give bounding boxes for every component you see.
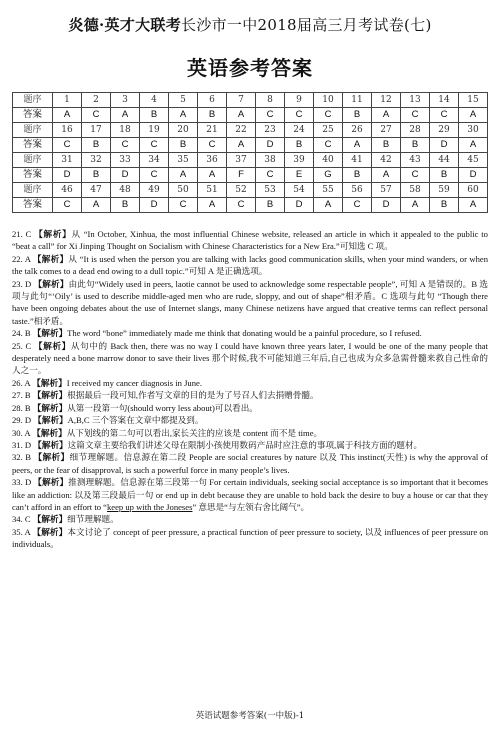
answer-cell: A (227, 138, 256, 153)
answer-cell: D (372, 198, 401, 213)
answer-key: 35. A (12, 526, 33, 537)
question-number-cell: 28 (401, 123, 430, 138)
answer-cell: A (372, 168, 401, 183)
question-number-cell: 37 (227, 153, 256, 168)
answer-cell: D (285, 198, 314, 213)
answer-key: 22. A (12, 253, 33, 264)
answer-cell: A (82, 198, 111, 213)
explanation-item (12, 513, 488, 525)
question-number-cell: 38 (256, 153, 285, 168)
question-number-cell: 32 (82, 153, 111, 168)
answer-row (13, 198, 488, 213)
answer-key: 23. D (12, 278, 34, 289)
question-number-cell: 60 (459, 183, 488, 198)
answer-key: 25. C (12, 340, 35, 351)
answer-key: 21. C (12, 229, 35, 239)
answer-key: 29. D (12, 415, 34, 426)
explanation-text: 从句中的 Back then, there was no way I could have known three years later, I would be one of the many people that desperately need a bone marrow donor to save their lives 那个时候,我不可能知道三年后,自己也成为众多急需骨髓来救自己性命的人之一。 (12, 340, 488, 376)
analysis-tag: 【解析】 (33, 278, 69, 289)
explanation-text: 从 “It is used when the person you are talking with lacks good communication skills, when your mind wanders, or when the talk comes to a dead end owing to a dull topic.”可知 A 是正确选项。 (12, 253, 488, 277)
answer-cell: E (285, 168, 314, 183)
question-number-cell: 55 (314, 183, 343, 198)
explanation-text-tail: ” 意思是“与左领右舍比阔气”。 (192, 501, 310, 512)
answer-cell: D (256, 138, 285, 153)
question-number-row (13, 153, 488, 168)
answer-cell: B (285, 138, 314, 153)
explanation-item (12, 414, 488, 426)
question-number-cell: 45 (459, 153, 488, 168)
answer-cell: A (459, 138, 488, 153)
answer-cell: D (430, 138, 459, 153)
analysis-tag: 【解析】 (33, 477, 69, 488)
explanations (12, 228, 488, 551)
question-number-cell: 46 (53, 183, 82, 198)
question-number-cell: 39 (285, 153, 314, 168)
answer-cell: A (227, 108, 256, 123)
explanation-text: 由此句“Widely used in peers, laotie cannot be used to acknowledge some respectable people”, 可知 A 是错误的。B 选项与此句“‘Oily’ is used to describe middle-aged men who are rude, sloppy, and out of shape”相矛盾。C 选项与此句 “Though there have been ongoing debates about the use of Internet slangs, many Chinese netizens have argued that creative terms can reflect personal taste.”相矛盾。 (12, 278, 488, 326)
answer-cell: B (430, 168, 459, 183)
row-label: 题序 (13, 123, 53, 138)
question-number-cell: 4 (140, 93, 169, 108)
question-number-row (13, 93, 488, 108)
analysis-tag: 【解析】 (33, 452, 70, 463)
answer-cell: D (53, 168, 82, 183)
question-number-row (13, 123, 488, 138)
explanation-item (12, 340, 488, 377)
answer-key: 24. B (12, 328, 33, 339)
question-number-cell: 29 (430, 123, 459, 138)
question-number-cell: 49 (140, 183, 169, 198)
analysis-tag: 【解析】 (32, 390, 68, 401)
answer-cell: C (111, 138, 140, 153)
answer-key: 26. A (12, 377, 33, 388)
explanation-item (12, 389, 488, 401)
answer-cell: F (227, 168, 256, 183)
analysis-tag: 【解析】 (32, 427, 67, 438)
answer-key: 27. B (12, 390, 33, 401)
question-number-cell: 20 (169, 123, 198, 138)
explanation-text: I received my cancer diagnosis in June. (66, 377, 202, 388)
question-number-cell: 6 (198, 93, 227, 108)
question-number-cell: 24 (285, 123, 314, 138)
answer-cell: B (343, 168, 372, 183)
question-number-cell: 47 (82, 183, 111, 198)
question-number-cell: 10 (314, 93, 343, 108)
question-number-cell: 17 (82, 123, 111, 138)
explanation-item (12, 451, 488, 476)
explanation-item (12, 402, 488, 414)
row-label: 答案 (13, 198, 53, 213)
explanation-text: 从下划线的第二句可以看出,家长关注的应该是 content 而不是 time。 (66, 427, 323, 438)
answer-cell: B (401, 138, 430, 153)
row-label: 答案 (13, 138, 53, 153)
answer-cell: B (343, 108, 372, 123)
question-number-cell: 14 (430, 93, 459, 108)
answer-key: 33. D (12, 477, 34, 488)
analysis-tag: 【解析】 (33, 439, 68, 450)
answer-cell: C (53, 138, 82, 153)
analysis-tag: 【解析】 (34, 340, 71, 351)
question-number-cell: 53 (256, 183, 285, 198)
question-number-cell: 51 (198, 183, 227, 198)
row-label: 题序 (13, 183, 53, 198)
question-number-cell: 21 (198, 123, 227, 138)
question-number-cell: 43 (401, 153, 430, 168)
answer-cell: D (140, 198, 169, 213)
row-label: 答案 (13, 168, 53, 183)
answer-key: 31. D (12, 439, 34, 450)
explanation-item (12, 439, 488, 451)
question-number-cell: 26 (343, 123, 372, 138)
question-number-cell: 40 (314, 153, 343, 168)
question-number-cell: 42 (372, 153, 401, 168)
question-number-cell: 58 (401, 183, 430, 198)
question-number-cell: 5 (169, 93, 198, 108)
question-number-cell: 35 (169, 153, 198, 168)
answer-cell: B (111, 198, 140, 213)
analysis-tag: 【解析】 (32, 328, 68, 339)
question-number-cell: 27 (372, 123, 401, 138)
answer-key: 28. B (12, 402, 33, 413)
question-number-cell: 25 (314, 123, 343, 138)
row-label: 答案 (13, 108, 53, 123)
question-number-cell: 23 (256, 123, 285, 138)
question-number-cell: 31 (53, 153, 82, 168)
question-number-cell: 13 (401, 93, 430, 108)
question-number-cell: 52 (227, 183, 256, 198)
row-label: 题序 (13, 93, 53, 108)
explanation-text: The word “bone” immediately made me think that donating would be a painful procedure, so I refused. (67, 328, 422, 339)
question-number-cell: 7 (227, 93, 256, 108)
answer-cell: A (169, 108, 198, 123)
analysis-tag: 【解析】 (33, 415, 68, 426)
question-number-cell: 48 (111, 183, 140, 198)
answer-cell: B (82, 168, 111, 183)
question-number-cell: 12 (372, 93, 401, 108)
explanation-item (12, 327, 488, 339)
answer-cell: C (169, 198, 198, 213)
answer-key: 34. C (12, 514, 33, 525)
explanation-text: 从第一段第一句(should worry less about)可以看出。 (67, 402, 258, 413)
answer-cell: A (372, 108, 401, 123)
answer-row (13, 168, 488, 183)
answer-cell: B (430, 198, 459, 213)
question-number-cell: 44 (430, 153, 459, 168)
explanation-item (12, 278, 488, 328)
question-number-cell: 2 (82, 93, 111, 108)
header-brand: 炎德·英才大联考 (68, 16, 182, 34)
answer-cell: A (198, 168, 227, 183)
answer-cell: D (459, 168, 488, 183)
answer-cell: C (140, 168, 169, 183)
analysis-tag: 【解析】 (32, 514, 68, 525)
question-number-cell: 54 (285, 183, 314, 198)
answer-cell: A (111, 108, 140, 123)
explanation-text: 细节理解题。信息源在第二段 People are social creatures by nature 以及 This instinct(天性) is why the approval of peers, or the fear of disapproval, is such a powerful force in many people’s lives. (12, 452, 488, 475)
analysis-tag: 【解析】 (32, 253, 69, 264)
explanation-text: 从 “In October, Xinhua, the most influential Chinese website, released an article in which it appealed to the public to “beat a call” for Xi Jinping Thought on Socialism with Chinese Characteristics for a New Era.”可知选 C 项。 (12, 229, 488, 252)
question-number-cell: 15 (459, 93, 488, 108)
answer-cell: C (82, 108, 111, 123)
question-number-cell: 50 (169, 183, 198, 198)
answer-cell: A (343, 138, 372, 153)
page-footer: 英语试题参考答案(一中版)-1 (195, 711, 305, 721)
answer-cell: A (314, 198, 343, 213)
question-number-cell: 34 (140, 153, 169, 168)
explanation-text: 细节理解题。 (67, 514, 119, 525)
answer-cell: B (82, 138, 111, 153)
question-number-row (13, 183, 488, 198)
question-number-cell: 41 (343, 153, 372, 168)
answer-cell: C (401, 168, 430, 183)
answer-cell: C (256, 168, 285, 183)
question-number-cell: 18 (111, 123, 140, 138)
answer-cell: C (285, 108, 314, 123)
question-number-cell: 36 (198, 153, 227, 168)
answer-cell: C (401, 108, 430, 123)
answer-cell: C (430, 108, 459, 123)
explanation-item (12, 253, 488, 278)
answer-cell: C (53, 198, 82, 213)
analysis-tag: 【解析】 (34, 229, 72, 239)
answer-cell: G (314, 168, 343, 183)
answer-cell: C (343, 198, 372, 213)
answer-cell: C (314, 108, 343, 123)
answer-cell: A (459, 108, 488, 123)
answer-cell: B (169, 138, 198, 153)
analysis-tag: 【解析】 (32, 526, 68, 537)
answer-cell: A (459, 198, 488, 213)
answer-cell: A (401, 198, 430, 213)
answer-cell: A (169, 168, 198, 183)
question-number-cell: 8 (256, 93, 285, 108)
question-number-cell: 57 (372, 183, 401, 198)
question-number-cell: 33 (111, 153, 140, 168)
underlined-phrase: keep up with the Joneses (106, 501, 193, 512)
explanation-text: 这篇文章主要给我们讲述父母在限制小孩使用数码产品时应注意的事项,属于科技方面的题材。 (67, 439, 423, 450)
answer-table (12, 92, 488, 213)
answer-cell: C (198, 138, 227, 153)
explanation-text: A,B,C 三个答案在文章中都提及到。 (67, 415, 204, 426)
explanation-text: 根据最后一段可知,作者写文章的目的是为了号召人们去捐赠骨髓。 (67, 390, 319, 401)
answer-cell: A (53, 108, 82, 123)
question-number-cell: 9 (285, 93, 314, 108)
exam-header (0, 14, 500, 35)
answer-key: 32. B (12, 452, 34, 463)
question-number-cell: 1 (53, 93, 82, 108)
explanation-text: 推测理解题。信息源在第三段第一句 For certain individuals, seeking social acceptance is so important that it becomes like an addiction: 以及第三段最后一句 or end up in debt because they are unable to hold back the desire to buy a house or car that they can’t afford in an effort to “ (12, 477, 488, 512)
answer-cell: C (227, 198, 256, 213)
answer-cell: C (314, 138, 343, 153)
answer-row (13, 108, 488, 123)
explanation-item (12, 526, 488, 551)
explanation-item (12, 377, 488, 389)
answer-cell: B (256, 198, 285, 213)
analysis-tag: 【解析】 (32, 402, 68, 413)
analysis-tag: 【解析】 (32, 377, 67, 388)
answer-cell: D (111, 168, 140, 183)
question-number-cell: 59 (430, 183, 459, 198)
explanation-item (12, 476, 488, 513)
question-number-cell: 22 (227, 123, 256, 138)
answer-row (13, 138, 488, 153)
question-number-cell: 19 (140, 123, 169, 138)
answer-cell: A (198, 198, 227, 213)
explanation-item (12, 427, 488, 439)
explanation-text: 本文讨论了 concept of peer pressure, a practical function of peer pressure to society, 以及 influences of peer pressure on individuals。 (12, 526, 488, 550)
question-number-cell: 11 (343, 93, 372, 108)
question-number-cell: 56 (343, 183, 372, 198)
row-label: 题序 (13, 153, 53, 168)
answer-cell: B (198, 108, 227, 123)
answer-cell: C (140, 138, 169, 153)
page-title: 英语参考答案 (187, 56, 313, 80)
header-exam-name: 长沙市一中2018届高三月考试卷(七) (181, 16, 432, 34)
question-number-cell: 3 (111, 93, 140, 108)
answer-cell: C (256, 108, 285, 123)
explanation-item (12, 228, 488, 253)
question-number-cell: 16 (53, 123, 82, 138)
answer-cell: B (372, 138, 401, 153)
answer-cell: B (140, 108, 169, 123)
answer-key: 30. A (12, 427, 33, 438)
question-number-cell: 30 (459, 123, 488, 138)
